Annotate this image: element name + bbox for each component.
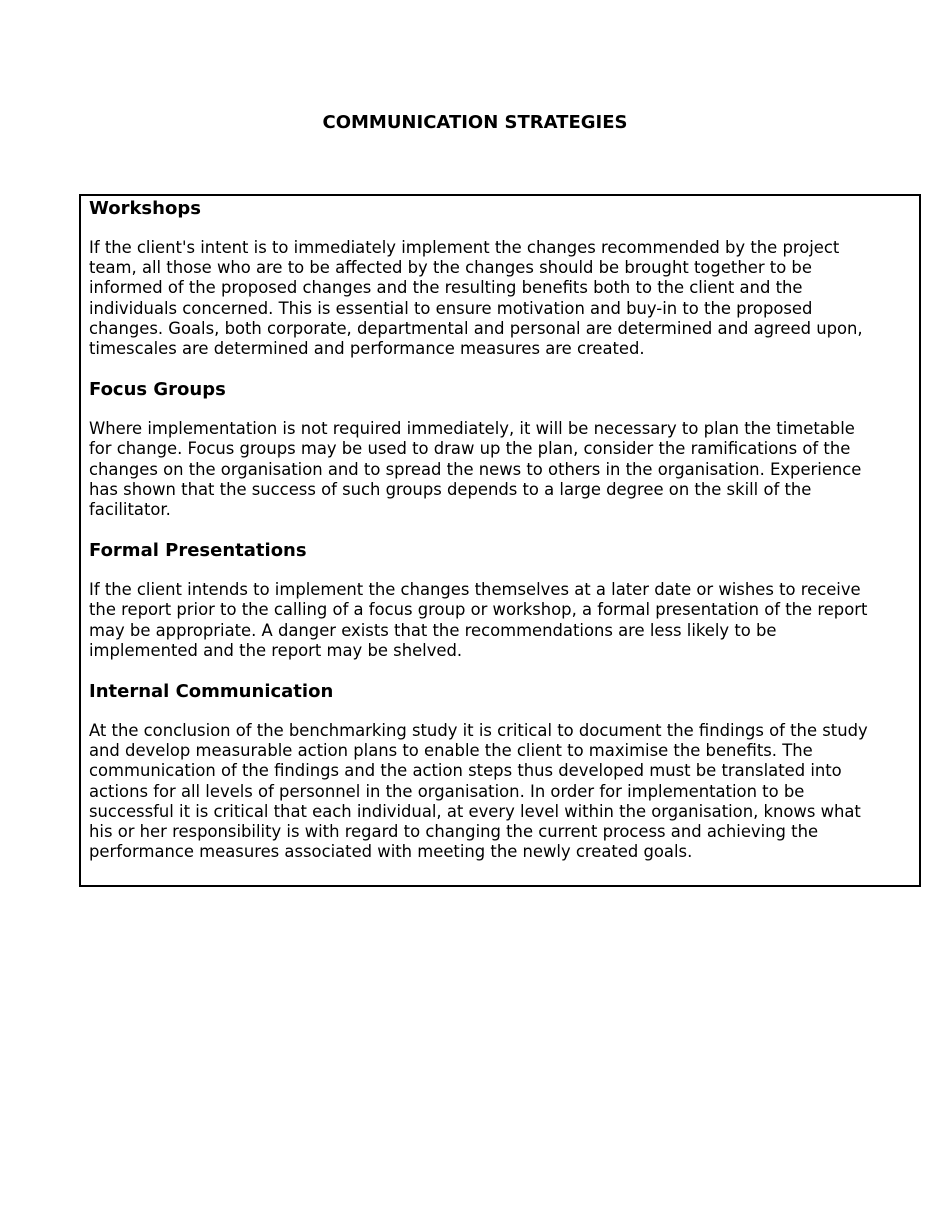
strategies-box	[79, 194, 921, 887]
section-heading: Formal Presentations	[89, 540, 307, 562]
section-workshops	[89, 197, 919, 359]
section-body: Where implementation is not required immediately, it will be necessary to plan the timetable for change. Focus groups may be used to draw up the plan, consider the ramifications of the changes on the organisation and to spread the news to others in the organisation. Experience has shown that the success of such groups depends to a large degree on the skill of the facilitator.	[89, 419, 862, 520]
section-body: If the client's intent is to immediately implement the changes recommended by the project team, all those who are to be affected by the changes should be brought together to be informed of the proposed changes and the resulting benefits both to the client and the individuals concerned. This is essential to ensure motivation and buy-in to the proposed changes. Goals, both corporate, departmental and personal are determined and agreed upon, timescales are determined and performance measures are created.	[89, 238, 863, 359]
section-formal-presentations	[89, 539, 919, 661]
section-heading: Internal Communication	[89, 681, 334, 703]
section-body: If the client intends to implement the changes themselves at a later date or wishes to receive the report prior to the calling of a focus group or workshop, a formal presentation of the report may be appropriate. A danger exists that the recommendations are less likely to be implemented and the report may be shelved.	[89, 580, 868, 660]
section-internal-communication	[89, 680, 919, 862]
section-focus-groups	[89, 378, 919, 520]
section-heading: Focus Groups	[89, 379, 226, 401]
section-body: At the conclusion of the benchmarking study it is critical to document the findings of the study and develop measurable action plans to enable the client to maximise the benefits. The communication of the findings and the action steps thus developed must be translated into actions for all levels of personnel in the organisation. In order for implementation to be successful it is critical that each individual, at every level within the organisation, knows what his or her responsibility is with regard to changing the current process and achieving the performance measures associated with meeting the newly created goals.	[89, 721, 868, 862]
page-title: COMMUNICATION STRATEGIES	[322, 112, 628, 133]
section-heading: Workshops	[89, 198, 201, 219]
